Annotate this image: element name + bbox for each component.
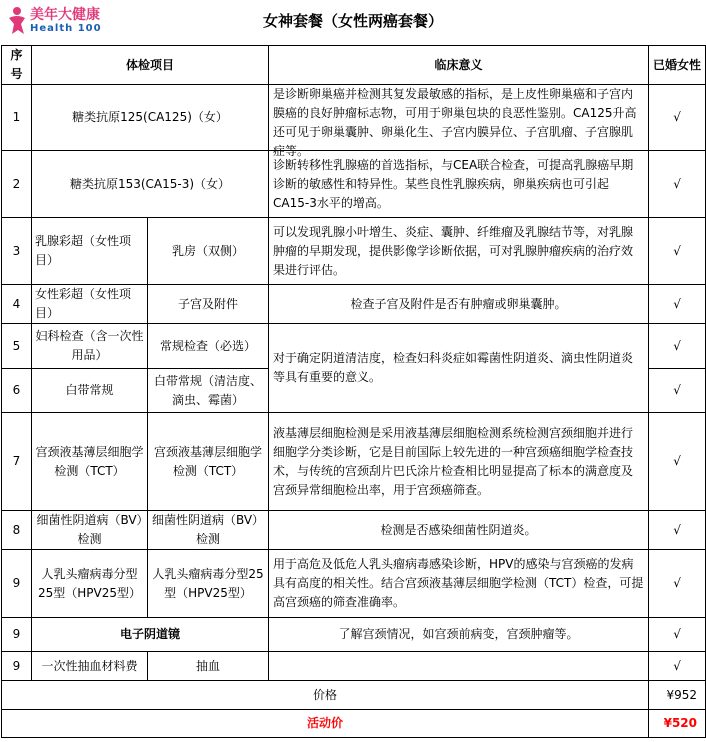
table-row	[2, 618, 706, 652]
row-meaning: 对于确定阴道清洁度，检查妇科炎症如霉菌性阴道炎、滴虫性阴道炎等具有重要的意义。	[269, 324, 649, 413]
row-meaning	[269, 652, 649, 681]
row-meaning: 了解宫颈情况，如宫颈前病变，宫颈肿瘤等。	[269, 618, 649, 652]
table-row	[2, 324, 706, 369]
table-row	[2, 151, 706, 218]
row-no: 9	[2, 618, 32, 652]
row-no: 1	[2, 85, 32, 151]
row-check: √	[649, 285, 706, 324]
table-row	[2, 85, 706, 151]
row-check: √	[649, 369, 706, 413]
row-check: √	[649, 511, 706, 550]
row-item: 乳腺彩超（女性项目）	[32, 218, 148, 285]
table-row	[2, 652, 706, 681]
page-title: 女神套餐（女性两癌套餐）	[262, 12, 443, 30]
row-item: 宫颈液基薄层细胞学检测（TCT）	[32, 413, 148, 511]
row-meaning: 可以发现乳腺小叶增生、炎症、囊肿、纤维瘤及乳腺结节等，对乳腺肿瘤的早期发现，提供影像学诊断依据，可对乳腺肿瘤疾病的治疗效果进行评估。	[269, 218, 649, 285]
row-no: 2	[2, 151, 32, 218]
table-row	[2, 413, 706, 511]
header-married: 已婚女性	[649, 46, 706, 85]
table-header-row	[2, 46, 706, 85]
row-check: √	[649, 618, 706, 652]
row-item: 一次性抽血材料费	[32, 652, 148, 681]
row-subitem: 白带常规（清洁度、滴虫、霉菌）	[148, 369, 269, 413]
promo-row	[2, 710, 706, 738]
row-meaning: 诊断转移性乳腺癌的首选指标，与CEA联合检查，可提高乳腺癌早期诊断的敏感性和特异性。某些良性乳腺疾病，卵巢疾病也可引起CA15-3水平的增高。	[269, 151, 649, 218]
table-row	[2, 550, 706, 618]
row-subitem: 细菌性阴道病（BV）检测	[148, 511, 269, 550]
row-subitem: 抽血	[148, 652, 269, 681]
header-no: 序号	[2, 46, 32, 85]
price-row	[2, 681, 706, 710]
row-check: √	[649, 413, 706, 511]
row-check: √	[649, 324, 706, 369]
row-no: 9	[2, 652, 32, 681]
row-subitem: 人乳头瘤病毒分型25型（HPV25型）	[148, 550, 269, 618]
row-meaning: 用于高危及低危人乳头瘤病毒感染诊断，HPV的感染与宫颈癌的发病具有高度的相关性。结合宫颈液基薄层细胞学检测（TCT）检查，可提高宫颈癌的筛查准确率。	[269, 550, 649, 618]
row-item: 电子阴道镜	[32, 618, 269, 652]
row-meaning: 检测是否感染细菌性阴道炎。	[269, 511, 649, 550]
row-check: √	[649, 218, 706, 285]
row-meaning-text: 是诊断卵巢癌并检测其复发最敏感的指标，是上皮性卵巢癌和子宫内膜癌的良好肿瘤标志物，可用于卵巢包块的良恶性鉴别。CA125升高还可见于卵巢囊肿、卵巢化生、子宫内膜异位、子宫肌瘤、子宫腺肌症等。	[273, 87, 637, 158]
header-meaning: 临床意义	[269, 46, 649, 85]
row-no: 5	[2, 324, 32, 369]
row-item: 糖类抗原125(CA125)（女）	[32, 85, 269, 151]
logo-title: 美年大健康	[30, 7, 100, 23]
row-no: 4	[2, 285, 32, 324]
row-item: 白带常规	[32, 369, 148, 413]
row-meaning: 液基薄层细胞检测是采用液基薄层细胞检测系统检测宫颈细胞并进行细胞学分类诊断，它是目前国际上较先进的一种宫颈癌细胞学检查技术，与传统的宫颈刮片巴氏涂片检查相比明显提高了标本的满意度及宫颈异常细胞检出率，用于宫颈癌筛查。	[269, 413, 649, 511]
row-check: √	[649, 151, 706, 218]
row-meaning: 检查子宫及附件是否有肿瘤或卵巢囊肿。	[269, 285, 649, 324]
row-check: √	[649, 550, 706, 618]
table-row	[2, 218, 706, 285]
row-no: 7	[2, 413, 32, 511]
row-subitem: 常规检查（必选）	[148, 324, 269, 369]
row-item: 糖类抗原153(CA15-3)（女）	[32, 151, 269, 218]
row-item: 人乳头瘤病毒分型25型（HPV25型）	[32, 550, 148, 618]
row-meaning	[269, 85, 649, 158]
row-no: 8	[2, 511, 32, 550]
row-no: 3	[2, 218, 32, 285]
header-item: 体检项目	[32, 46, 269, 85]
table-row	[2, 511, 706, 550]
row-subitem: 宫颈液基薄层细胞学检测（TCT）	[148, 413, 269, 511]
row-subitem: 子宫及附件	[148, 285, 269, 324]
row-item: 妇科检查（含一次性用品）	[32, 324, 148, 369]
row-check: √	[649, 85, 706, 151]
table-row	[2, 285, 706, 324]
row-no: 6	[2, 369, 32, 413]
price-value: ¥952	[649, 681, 706, 710]
promo-value: ¥520	[649, 710, 706, 738]
row-check: √	[649, 652, 706, 681]
row-item: 女性彩超（女性项目）	[32, 285, 148, 324]
price-label: 价格	[2, 681, 649, 710]
row-item: 细菌性阴道病（BV）检测	[32, 511, 148, 550]
row-subitem: 乳房（双侧）	[148, 218, 269, 285]
package-table	[1, 45, 706, 738]
promo-label: 活动价	[2, 710, 649, 738]
logo-subtitle: Health 100	[30, 23, 102, 34]
row-no: 9	[2, 550, 32, 618]
